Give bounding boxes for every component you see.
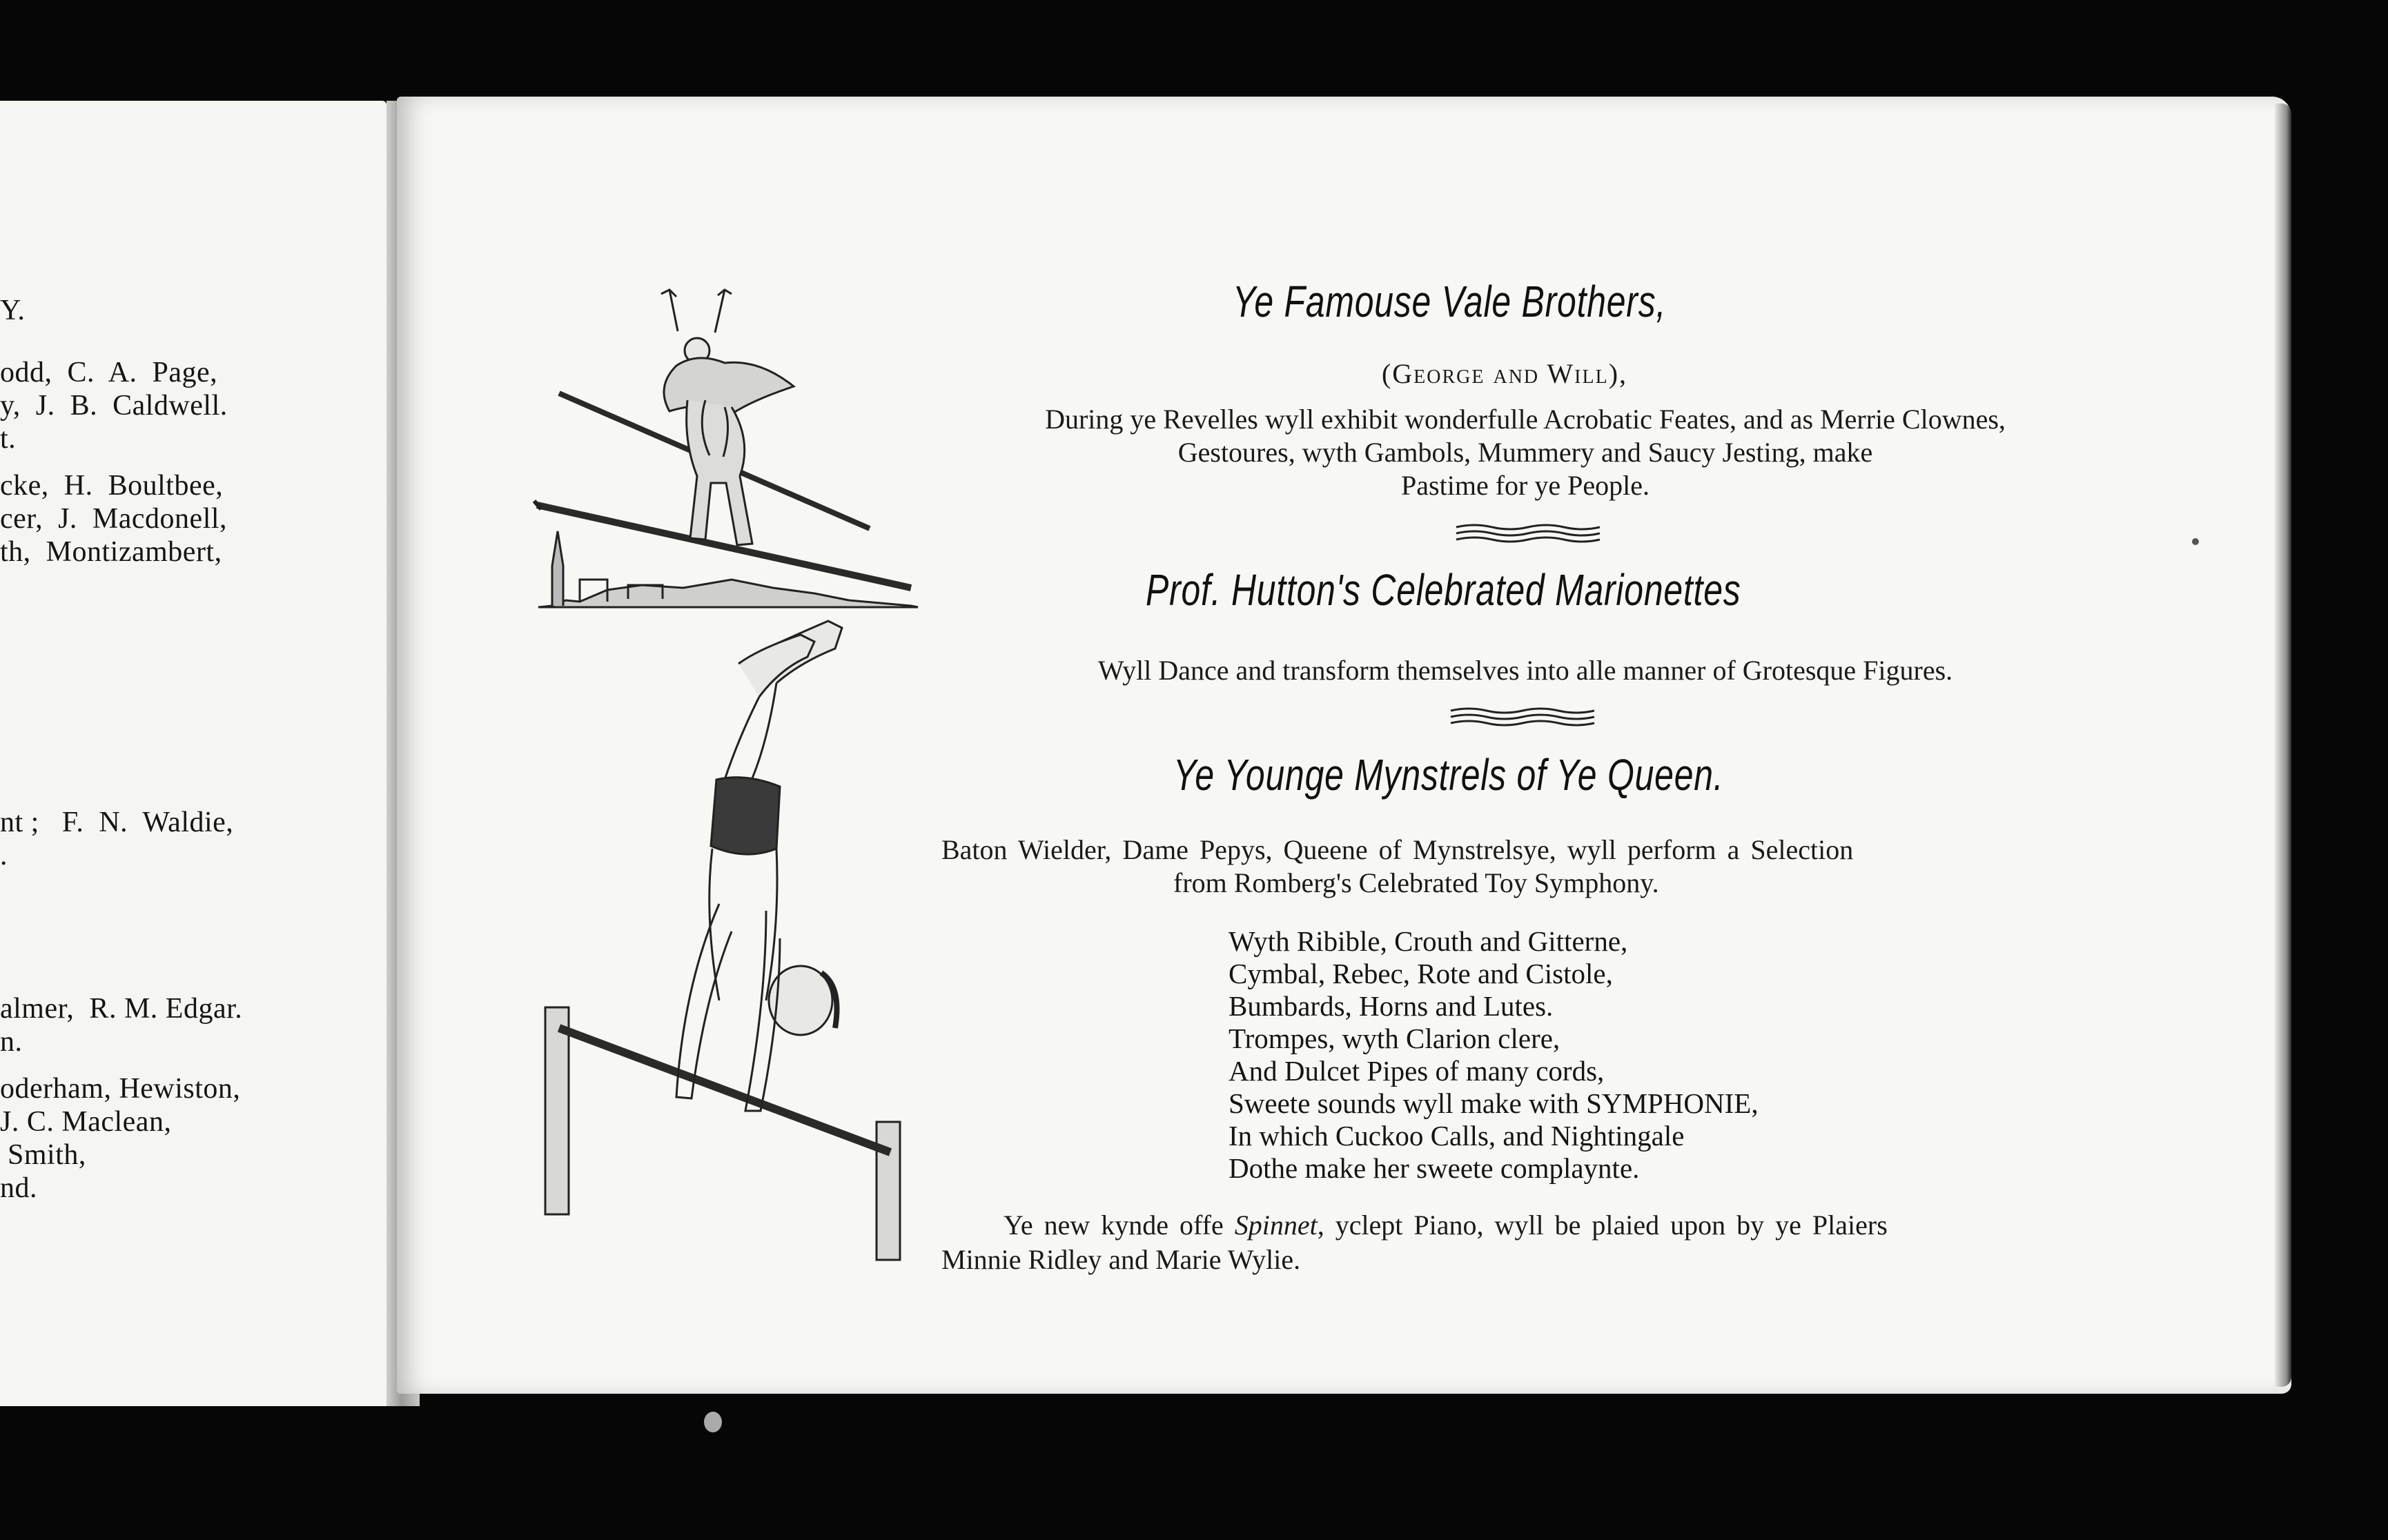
handstand-gymnast-illustration	[538, 614, 925, 1276]
spinnet-text: , yclept Piano, wyll be plaied upon by ye Plaiers	[1317, 1210, 1888, 1241]
page-edge	[2275, 103, 2291, 1387]
left-page	[0, 101, 386, 1406]
wavy-divider	[1455, 523, 1601, 544]
verse-line: Dothe make her sweete complaynte.	[1229, 1152, 1640, 1184]
vale-brothers-line: During ye Revelles wyll exhibit wonderfulle Acrobatic Feates, and as Merrie Clownes,	[1045, 404, 2006, 435]
verse-line: Sweete sounds wyll make with SYMPHONIE,	[1229, 1087, 1759, 1119]
spinnet-players-line: Minnie Ridley and Marie Wylie.	[941, 1244, 1301, 1275]
scan-speck	[704, 1412, 722, 1432]
spinnet-line	[1004, 1209, 1888, 1242]
marionettes-line: Wyll Dance and transform themselves into alle manner of Grotesque Figures.	[1097, 655, 1953, 686]
left-page-line: Smith,	[0, 1139, 86, 1171]
left-page-line: odd, C. A. Page,	[0, 357, 218, 388]
left-page-line: cke, H. Boultbee,	[0, 470, 224, 502]
mynstrels-intro: from Romberg's Celebrated Toy Symphony.	[1173, 867, 1659, 898]
wavy-divider	[1449, 707, 1596, 727]
left-page-line: n.	[0, 1026, 23, 1058]
verse-line: Wyth Ribible, Crouth and Gitterne,	[1229, 925, 1628, 957]
spinnet-italic: Spinnet	[1234, 1210, 1318, 1241]
scan-speck	[2192, 538, 2199, 545]
left-page-line: th, Montizambert,	[0, 536, 222, 568]
left-page-line: .	[0, 840, 8, 871]
mynstrels-intro: Baton Wielder, Dame Pepys, Queene of Mynstrelsye, wyll perform a Selection	[941, 834, 1854, 865]
left-page-line: J. C. Maclean,	[0, 1106, 172, 1138]
spinnet-text: Ye new kynde offe	[1004, 1210, 1235, 1241]
vale-brothers-line: Gestoures, wyth Gambols, Mummery and Saucy Jesting, make	[1177, 437, 1873, 468]
marionettes-title: Prof. Hutton's Celebrated Marionettes	[1146, 565, 1741, 615]
vale-brothers-subtitle: (George and Will),	[1381, 358, 1628, 389]
left-page-line: nd.	[0, 1172, 37, 1204]
left-page-line: oderham, Hewiston,	[0, 1073, 241, 1105]
left-page-line: almer, R. M. Edgar.	[0, 993, 243, 1025]
verse-line: Bumbards, Horns and Lutes.	[1229, 990, 1554, 1022]
verse-line: And Dulcet Pipes of many cords,	[1229, 1055, 1605, 1087]
left-page-line: cer, J. Macdonell,	[0, 503, 228, 535]
left-page-line: y, J. B. Caldwell.	[0, 390, 228, 422]
clown-tightrope-illustration	[525, 276, 925, 621]
mynstrels-title: Ye Younge Mynstrels of Ye Queen.	[1173, 750, 1724, 800]
verse-line: In which Cuckoo Calls, and Nightingale	[1229, 1120, 1685, 1152]
verse-line: Trompes, wyth Clarion clere,	[1229, 1023, 1560, 1054]
left-page-line: Y.	[0, 295, 26, 326]
verse-line: Cymbal, Rebec, Rote and Cistole,	[1229, 958, 1613, 989]
left-page-line: nt ; F. N. Waldie,	[0, 807, 234, 838]
vale-brothers-line: Pastime for ye People.	[1401, 470, 1650, 501]
left-page-line: t.	[0, 423, 17, 455]
vale-brothers-title: Ye Famouse Vale Brothers,	[1233, 277, 1667, 326]
